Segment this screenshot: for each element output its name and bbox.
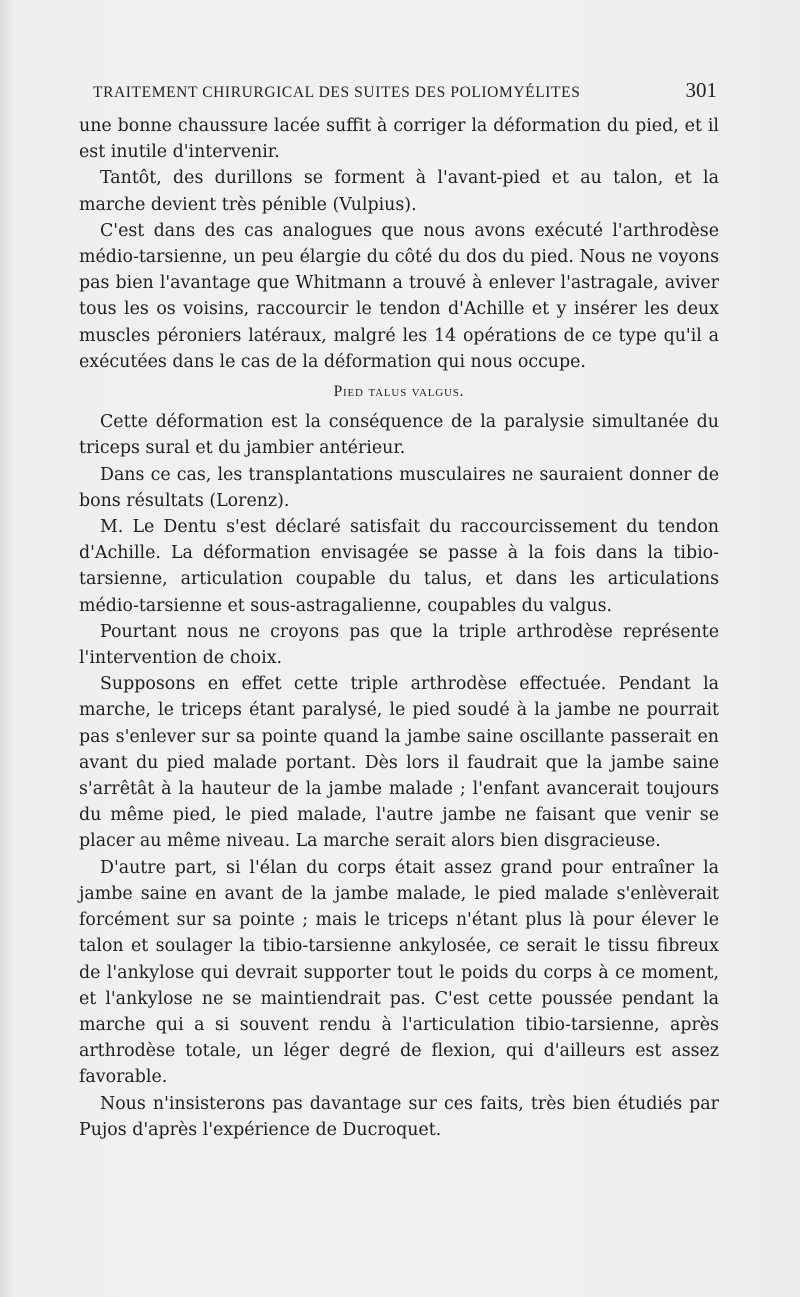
paragraph: Tantôt, des durillons se forment à l'avant-pied et au talon, et la marche devient très pénible (Vulpius).	[79, 168, 719, 215]
section-heading: Pied talus valgus.	[333, 383, 465, 401]
paragraph: Pourtant nous ne croyons pas que la triple arthrodèse représente l'intervention de choix.	[79, 621, 719, 669]
paragraph: une bonne chaussure lacée suffit à corriger la déformation du pied, et il est inutile d'intervenir.	[79, 116, 719, 163]
page-number: 301	[685, 78, 717, 102]
body-text	[79, 113, 719, 1143]
running-header	[93, 78, 717, 103]
paragraph: Cette déformation est la conséquence de la paralysie simultanée du triceps sural et du jambier antérieur.	[79, 412, 719, 459]
running-title: TRAITEMENT CHIRURGICAL DES SUITES DES POLIOMYÉLITES	[93, 84, 581, 101]
paragraph: M. Le Dentu s'est déclaré satisfait du raccourcissement du tendon d'Achille. La déformation envisagée se passe à la fois dans la tibio-tarsienne, articulation coupable du talus, et dans les articulations médio-tarsienne et sous-astragalienne, coupables du valgus.	[79, 517, 719, 616]
paragraph: Nous n'insisterons pas davantage sur ces faits, très bien étudiés par Pujos d'après l'expérience de Ducroquet.	[79, 1093, 719, 1140]
paragraph: D'autre part, si l'élan du corps était assez grand pour entraîner la jambe saine en avant de la jambe malade, le pied malade s'enlèverait forcément sur sa pointe ; mais le triceps n'étant plus là pour élever le talon et soulager la tibio-tarsienne ankylosée, ce serait le tissu fibreux de l'ankylose qui devrait supporter tout le poids du corps à ce moment, et l'ankylose ne se maintiendrait pas. C'est cette poussée pendant la marche qui a si souvent rendu à l'articulation tibio-tarsienne, après arthrodèse totale, un léger degré de flexion, qui d'ailleurs est assez favorable.	[79, 857, 719, 1088]
paragraph: Supposons en effet cette triple arthrodèse effectuée. Pendant la marche, le triceps étant paralysé, le pied soudé à la jambe ne pourrait pas s'enlever sur sa pointe quand la jambe saine oscillante passerait en avant du pied malade portant. Dès lors il faudrait que la jambe saine s'arrêtât à la hauteur de la jambe malade ; l'enfant avancerait toujours du même pied, le pied malade, l'autre jambe ne faisant que venir se placer au même niveau. La marche serait alors bien disgracieuse.	[79, 674, 719, 852]
paragraph: Dans ce cas, les transplantations musculaires ne sauraient donner de bons résultats (Lorenz).	[79, 464, 719, 511]
paragraph: C'est dans des cas analogues que nous avons exécuté l'arthrodèse médio-tarsienne, un peu élargie du côté du dos du pied. Nous ne voyons pas bien l'avantage que Whitmann a trouvé à enlever l'astragale, aviver tous les os voisins, raccourcir le tendon d'Achille et y insérer les deux muscles péroniers latéraux, malgré les 14 opérations de ce type qu'il a exécutées dans le cas de la déformation qui nous occupe.	[79, 220, 719, 372]
